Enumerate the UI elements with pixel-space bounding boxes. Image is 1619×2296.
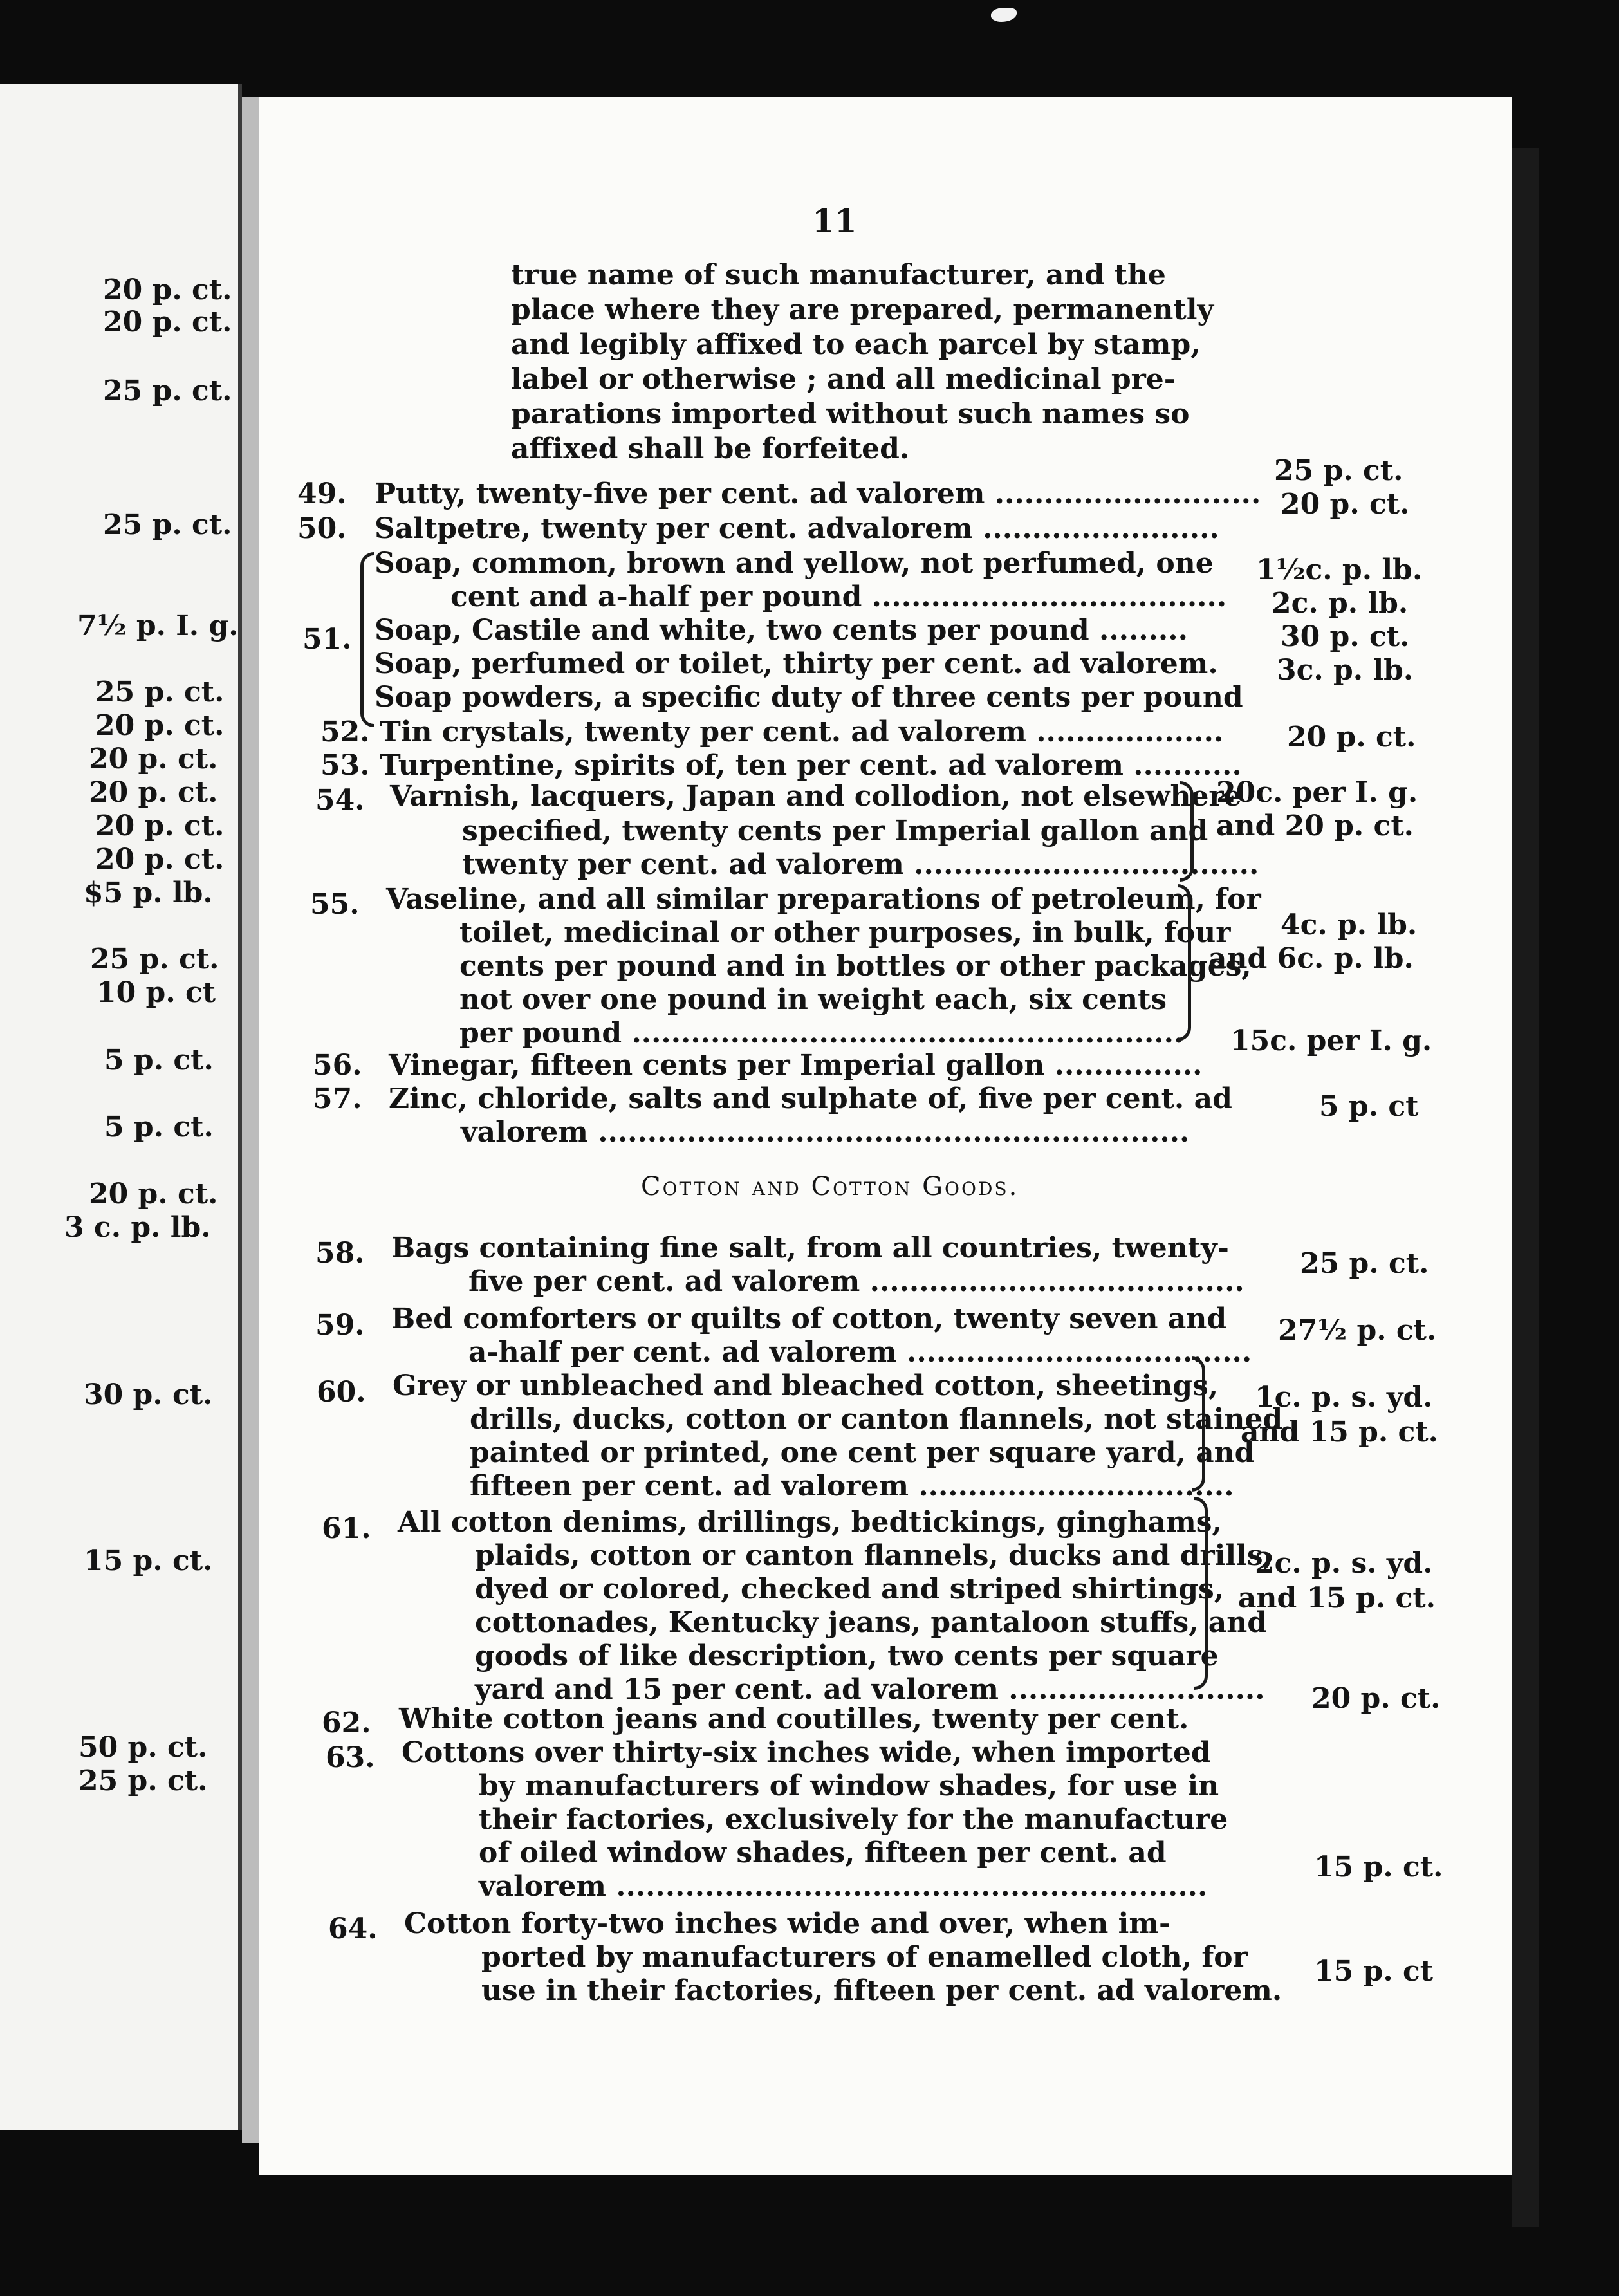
item-number: 60. <box>317 1376 366 1409</box>
brace-right <box>1194 1497 1208 1690</box>
item-text: Zinc, chloride, salts and sulphate of, five per cent. ad <box>389 1082 1232 1115</box>
item-rate: and 15 p. ct. <box>1238 1582 1436 1615</box>
item-text: ported by manufacturers of enamelled cloth, for <box>481 1941 1248 1974</box>
item-text: not over one pound in weight each, six cents <box>459 983 1167 1016</box>
item-text: a-half per cent. ad valorem ................................... <box>468 1336 1252 1369</box>
item-rate: 20 p. ct. <box>1287 721 1416 754</box>
left-rate: 20 p. ct. <box>103 306 232 338</box>
item-rate: 20 p. ct. <box>1281 488 1410 521</box>
page-gutter <box>242 97 259 2143</box>
item-text: Saltpetre, twenty per cent. advalorem ........................ <box>375 512 1219 545</box>
left-rate: 20 p. ct. <box>95 843 225 876</box>
item-number: 51. <box>302 623 352 656</box>
item-text: Vinegar, fifteen cents per Imperial gallon ............... <box>389 1049 1203 1082</box>
item-number: 57. <box>313 1082 362 1115</box>
item-number: 58. <box>315 1237 365 1270</box>
item-text: Grey or unbleached and bleached cotton, sheetings, <box>393 1369 1219 1402</box>
intro-line: label or otherwise ; and all medicinal pre- <box>511 363 1176 396</box>
item-text: by manufacturers of window shades, for use in <box>479 1770 1219 1802</box>
item-rate: 25 p. ct. <box>1300 1247 1429 1280</box>
left-rate: 50 p. ct. <box>79 1731 208 1764</box>
left-rate: 25 p. ct. <box>90 943 219 976</box>
left-rate: 20 p. ct. <box>89 1178 218 1210</box>
item-text: Soap, Castile and white, two cents per pound ......... <box>375 614 1188 647</box>
item-rate: 27½ p. ct. <box>1278 1314 1437 1347</box>
left-rate: 20 p. ct. <box>95 709 225 742</box>
left-rate: 3 c. p. lb. <box>64 1211 211 1244</box>
intro-line: and legibly affixed to each parcel by stamp, <box>511 328 1201 361</box>
left-rate: 20 p. ct. <box>95 810 225 842</box>
item-rate: 1½c. p. lb. <box>1256 553 1423 586</box>
item-rate: 3c. p. lb. <box>1277 654 1414 687</box>
item-text: painted or printed, one cent per square yard, and <box>470 1436 1255 1469</box>
left-rate: 10 p. ct <box>97 976 216 1009</box>
item-text: fifteen per cent. ad valorem ................................ <box>470 1470 1234 1503</box>
item-number: 59. <box>315 1309 365 1342</box>
left-rate: 5 p. ct. <box>104 1111 214 1143</box>
item-text: of oiled window shades, fifteen per cent. ad <box>479 1837 1167 1869</box>
page-edge-shadow <box>1512 148 1539 2227</box>
item-text: White cotton jeans and coutilles, twenty per cent. <box>399 1703 1189 1736</box>
item-text: yard and 15 per cent. ad valorem .......................... <box>475 1673 1265 1706</box>
item-rate: 2c. p. lb. <box>1272 587 1409 620</box>
item-text: dyed or colored, checked and striped shirtings, <box>475 1573 1225 1606</box>
item-rate: 4c. p. lb. <box>1281 909 1418 941</box>
left-rate: 20 p. ct. <box>89 776 218 809</box>
left-rate: 15 p. ct. <box>84 1544 213 1577</box>
item-text: twenty per cent. ad valorem ................................... <box>462 848 1259 881</box>
left-rate: 25 p. ct. <box>95 676 225 708</box>
item-text: drills, ducks, cotton or canton flannels, not stained <box>470 1403 1283 1436</box>
item-number: 64. <box>328 1912 378 1945</box>
left-rate: 5 p. ct. <box>104 1044 214 1077</box>
item-rate: 20 p. ct. <box>1311 1682 1441 1715</box>
item-text: cottonades, Kentucky jeans, pantaloon stuffs, and <box>475 1606 1268 1639</box>
intro-line: true name of such manufacturer, and the <box>511 259 1166 292</box>
item-text: plaids, cotton or canton flannels, ducks and drills, <box>475 1539 1273 1572</box>
item-number: 56. <box>313 1049 362 1082</box>
left-rate: 25 p. ct. <box>79 1764 208 1797</box>
item-text: cent and a-half per pound .................................... <box>450 580 1227 613</box>
item-rate: 30 p. ct. <box>1281 620 1410 653</box>
item-text: Putty, twenty-five per cent. ad valorem ........................... <box>375 477 1261 510</box>
item-text: Cotton forty-two inches wide and over, when im- <box>404 1907 1171 1940</box>
item-text: Turpentine, spirits of, ten per cent. ad valorem ........... <box>380 749 1242 782</box>
item-rate: 15 p. ct. <box>1314 1851 1443 1884</box>
brace-left <box>360 552 374 727</box>
item-text: valorem ............................................................ <box>479 1870 1208 1903</box>
item-rate: 1c. p. s. yd. <box>1255 1381 1433 1414</box>
item-text: use in their factories, fifteen per cent. ad valorem. <box>481 1974 1282 2007</box>
item-text: Bed comforters or quilts of cotton, twenty seven and <box>391 1302 1227 1335</box>
intro-line: parations imported without such names so <box>511 398 1190 430</box>
item-number: 54. <box>315 784 365 817</box>
item-rate: 15c. per I. g. <box>1230 1024 1432 1057</box>
item-number: 62. <box>322 1707 371 1739</box>
item-rate: 5 p. ct <box>1319 1090 1419 1123</box>
item-text: specified, twenty cents per Imperial gallon and <box>462 815 1208 847</box>
item-text: Bags containing fine salt, from all countries, twenty- <box>391 1232 1229 1264</box>
item-text: valorem ............................................................ <box>461 1116 1190 1149</box>
item-text: their factories, exclusively for the manufacture <box>479 1803 1228 1836</box>
brace-right <box>1192 1356 1205 1492</box>
left-rate: $5 p. lb. <box>84 876 213 909</box>
item-text: All cotton denims, drillings, bedtickings, ginghams, <box>398 1506 1222 1539</box>
item-number: 55. <box>310 888 360 921</box>
left-rate: 25 p. ct. <box>103 508 232 541</box>
section-heading: Cotton and Cotton Goods. <box>641 1172 1019 1201</box>
brace-right <box>1178 884 1191 1041</box>
item-rate: and 20 p. ct. <box>1216 810 1414 842</box>
item-number: 49. <box>297 477 347 510</box>
item-text: Vaseline, and all similar preparations of petroleum, for <box>386 883 1261 916</box>
intro-line: affixed shall be forfeited. <box>511 432 910 465</box>
item-text: Cottons over thirty-six inches wide, when imported <box>402 1736 1211 1769</box>
item-number: 53. <box>320 749 370 782</box>
item-text: Soap powders, a specific duty of three cents per pound <box>375 681 1243 714</box>
item-rate: and 6c. p. lb. <box>1208 942 1414 975</box>
item-number: 61. <box>322 1512 371 1545</box>
item-text: toilet, medicinal or other purposes, in bulk, four <box>459 916 1231 949</box>
scan-mark <box>991 8 1017 22</box>
item-rate: and 15 p. ct. <box>1241 1416 1438 1449</box>
item-number: 52. <box>320 716 370 748</box>
item-text: Tin crystals, twenty per cent. ad valorem ................... <box>380 716 1224 748</box>
item-rate: 2c. p. s. yd. <box>1255 1547 1433 1580</box>
intro-line: place where they are prepared, permanently <box>511 293 1214 326</box>
page-number: 11 <box>812 202 857 240</box>
item-text: Varnish, lacquers, Japan and collodion, not elsewhere <box>390 780 1242 813</box>
left-rate: 20 p. ct. <box>103 273 232 306</box>
item-text: cents per pound and in bottles or other packages, <box>459 950 1252 983</box>
item-number: 63. <box>326 1741 375 1774</box>
brace-right <box>1180 781 1194 882</box>
item-text: Soap, common, brown and yellow, not perfumed, one <box>375 547 1214 580</box>
item-rate: 15 p. ct <box>1314 1955 1434 1988</box>
item-rate: 20c. per I. g. <box>1216 776 1418 809</box>
left-rate: 20 p. ct. <box>89 743 218 775</box>
item-number: 50. <box>297 512 347 545</box>
left-rate: 7½ p. I. g. <box>77 609 239 642</box>
item-rate: 25 p. ct. <box>1274 454 1403 487</box>
left-rate: 30 p. ct. <box>84 1378 213 1411</box>
item-text: five per cent. ad valorem ...................................... <box>468 1265 1244 1298</box>
left-rate: 25 p. ct. <box>103 375 232 407</box>
item-text: Soap, perfumed or toilet, thirty per cent. ad valorem. <box>375 647 1218 680</box>
item-text: goods of like description, two cents per square <box>475 1640 1219 1672</box>
item-text: per pound ........................................................ <box>459 1017 1184 1050</box>
